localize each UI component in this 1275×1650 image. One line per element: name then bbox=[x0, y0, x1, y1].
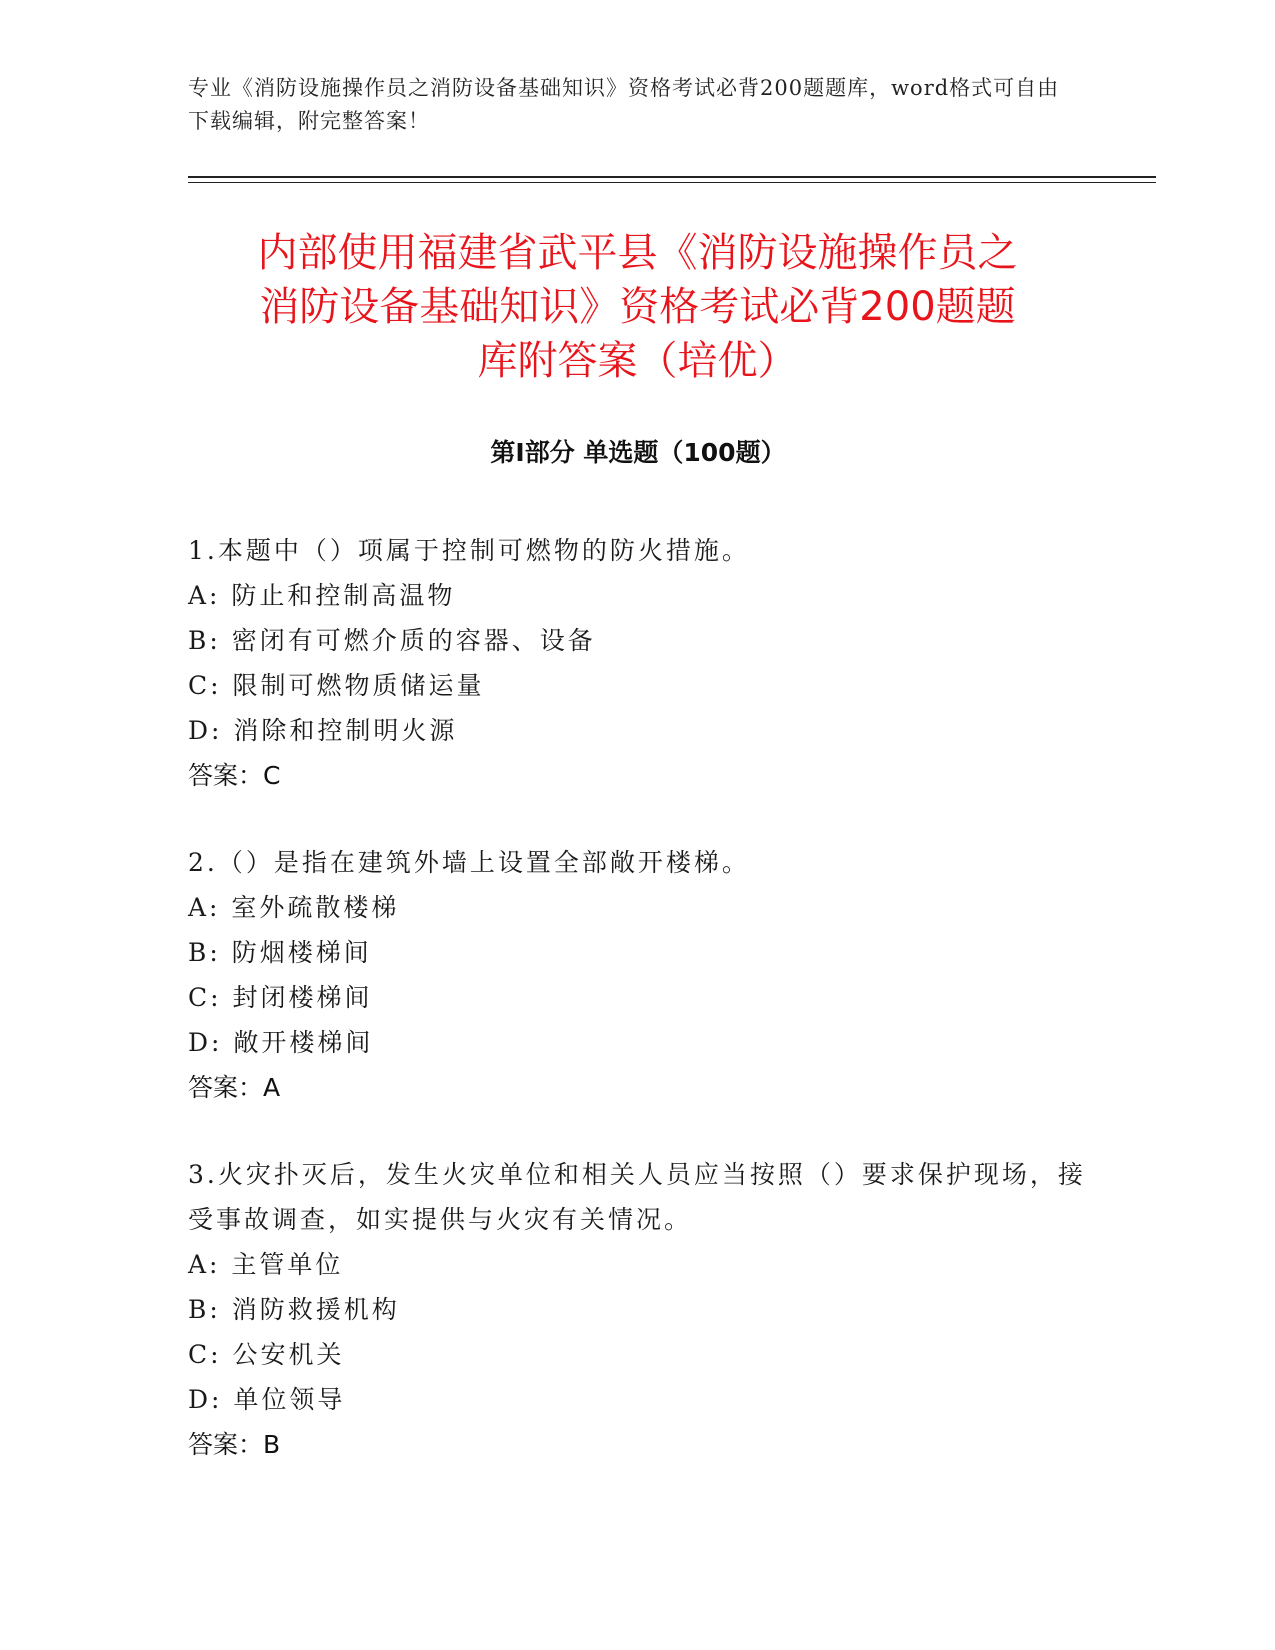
question-item bbox=[188, 528, 1088, 798]
answer: 答案：A bbox=[188, 1073, 281, 1102]
header-divider-thick bbox=[188, 176, 1156, 178]
option-c: C: 限制可燃物质储运量 bbox=[188, 671, 485, 700]
question-text: 3.火灾扑灭后，发生火灾单位和相关人员应当按照（）要求保护现场，接受事故调查，如实提供与火灾有关情况。 bbox=[188, 1160, 1086, 1234]
option-d: D: 敞开楼梯间 bbox=[188, 1028, 374, 1057]
option-a: A: 室外疏散楼梯 bbox=[188, 893, 400, 922]
option-d: D: 消除和控制明火源 bbox=[188, 716, 458, 745]
question-item bbox=[188, 1152, 1088, 1467]
question-text: 1.本题中（）项属于控制可燃物的防火措施。 bbox=[188, 536, 750, 565]
document-title bbox=[150, 226, 1125, 388]
title-line: 内部使用福建省武平县《消防设施操作员之 bbox=[257, 230, 1018, 276]
option-c: C: 公安机关 bbox=[188, 1340, 345, 1369]
header-note: 专业《消防设施操作员之消防设备基础知识》资格考试必背200题题库，word格式可自由下载编辑，附完整答案！ bbox=[188, 76, 1060, 133]
option-b: B: 密闭有可燃介质的容器、设备 bbox=[188, 626, 596, 655]
option-b: B: 消防救援机构 bbox=[188, 1295, 400, 1324]
answer: 答案：B bbox=[188, 1430, 281, 1459]
question-text: 2.（）是指在建筑外墙上设置全部敞开楼梯。 bbox=[188, 848, 750, 877]
option-b: B: 防烟楼梯间 bbox=[188, 938, 372, 967]
option-c: C: 封闭楼梯间 bbox=[188, 983, 373, 1012]
title-line: 库附答案（培优） bbox=[477, 338, 798, 384]
option-d: D: 单位领导 bbox=[188, 1385, 346, 1414]
question-item bbox=[188, 840, 1088, 1110]
option-a: A: 主管单位 bbox=[188, 1250, 344, 1279]
answer: 答案：C bbox=[188, 761, 281, 790]
section-heading: 第Ⅰ部分 单选题（100题） bbox=[490, 438, 786, 467]
header-divider-thin bbox=[188, 182, 1156, 183]
question-list bbox=[188, 528, 1088, 1509]
title-line: 消防设备基础知识》资格考试必背200题题 bbox=[259, 284, 1016, 330]
option-a: A: 防止和控制高温物 bbox=[188, 581, 456, 610]
